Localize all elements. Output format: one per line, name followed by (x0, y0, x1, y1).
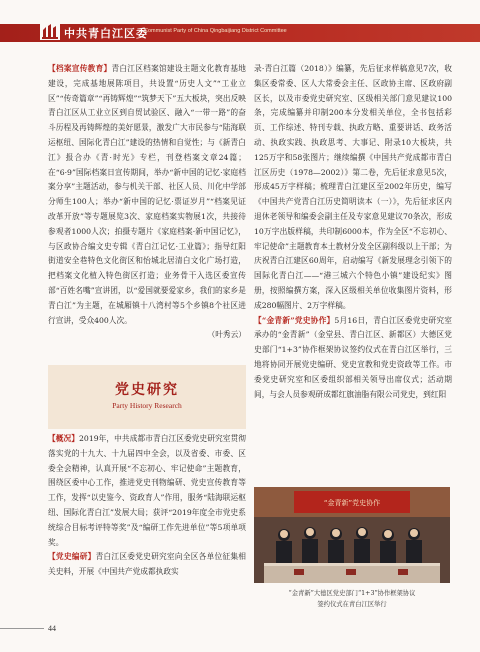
paragraph-body: 2019年，中共成都市青白江区委党史研究室贯彻落实党的十九大、十九届四中全会，以及省委、市委、区委全会精神，认真开展“不忘初心、牢记使命”主题教育，围绕区委中心工作，推进党史刊物编研、党史宣传教育等工作，发挥“以史鉴今、资政育人”作用，服务“陆海联运枢纽、国际化青白江”发展大局；获评“2019年度全市党史系统综合目标考评特等奖”及“编研工作先进单位”等5项单项奖。 (48, 434, 246, 547)
paragraph-body: 青白江区档案馆建设主题文化教育基地建设，完成基地展陈项目，共设置“历史人文”“工业立区”“传奇篇章”“再铸辉煌”“筑梦天下”五大板块，突出反映青白江区从工业立区到自贸试验区、融入“一带一路”的奋斗历程及再铸辉煌的美好愿景，激发广大市民参与“陆海联运枢纽、国际化青白江”建设的热情和自觉性；与《新青白江》报合办《青·时光》专栏，刊登档案文章24篇；在“6·9”国际档案日宣传期间，举办“新中国的记忆·家庭档案分享”主题活动，参与机关干部、社区人员、川化中学部分师生100人；举办“新中国的记忆·票证岁月”“档案见证改革开放”等专题展览3次、家庭档案实物展1次，共接待参观者1000人次；拍摄专题片《家庭档案·新中国记忆》，与区政协合编文史专辑《青白江记忆·工业篇》；指导红阳街道安全巷特色文化街区和怡城北居清白文化广场打造，把档案文化植入特色街区打造；业务骨干入选区委宣传部“百姓名嘴”宣讲团，以“爱国就要爱家乡，我们的家乡是青白江”为主题，在城厢镇十八湾村等5个乡镇8个社区进行宣讲，受众400人次。 (48, 64, 246, 325)
party-emblem-icon (40, 22, 60, 40)
paragraph-tag: 【概况】 (48, 434, 80, 443)
right-column (254, 62, 452, 402)
party-history-edit-paragraph (48, 550, 246, 580)
page-number: 44 (48, 624, 56, 633)
section-title: 党史研究 (115, 382, 179, 398)
paragraph-tag: 【“金青新”党史协作】 (254, 315, 335, 325)
paragraph-body: 青白江区委党史研究室向全区各单位征集相关史料，开展《中国共产党成都执政实 (48, 552, 246, 577)
paragraph-tag: 【档案宣传教育】 (48, 64, 112, 73)
signing-ceremony-photo (254, 487, 450, 583)
photo-caption (254, 588, 450, 610)
archive-promo-paragraph (48, 62, 246, 343)
footer-divider (0, 628, 44, 629)
photo-banner-text: “金青新”党史协作 (323, 499, 381, 507)
page-header (0, 0, 480, 44)
photo-illustration (254, 487, 450, 583)
paragraph-tag: 【党史编研】 (48, 552, 96, 562)
overview-paragraph (48, 432, 246, 550)
left-column (48, 62, 246, 343)
section-banner (48, 365, 246, 429)
caption-line-2: 签约仪式在青白江区举行 (317, 601, 387, 608)
paragraph-body: 5月16日，青白江区委党史研究室承办的“金青新”（金堂县、青白江区、新都区）大德区党史部门“1+3”协作框架协议签约仪式在青白江区举行，三地将协同开展党史编研、党史宣教和党史资政等工作。市委党史研究室和区委组织部相关领导出席仪式；活动期间，与会人员参观研成都红旗油脂有限公司党史，到红阳 (254, 315, 452, 399)
cooperation-paragraph (254, 314, 452, 403)
continued-paragraph (254, 62, 452, 314)
caption-line-1: “金青新”大德区党史部门“1+3”协作框架协议 (288, 590, 416, 597)
section-title-en: Party History Research (112, 401, 182, 410)
header-title: 中共青白江区委 (64, 27, 148, 40)
paragraph-body: 录·青白江篇（2018）》编纂，先后征求样稿意见7次，收集区委常委、区人大常委会主任、区政协主席、区政府副区长，以及市委党史研究室、区级相关部门意见建议100条，完成编纂并印制200本分发相关单位，全书包括彩页、工作综述、特刊专载、执政方略、重要讲话、政务活动、执政实践、执政思考、大事记、附录10大板块，共125万字和58张图片；继续编撰《中国共产党成都市青白江区历史（1978—2002）》第二卷，先后征求意见5次，形成45万字样稿；梳理青白江建区至2002年历史，编写《中国共产党青白江历史简明读本（一）》，先后征求区内退休老领导和编委会副主任及专家意见建议70条次，形成10万字出版样稿，共印制6000本，作为全区“不忘初心、牢记使命”主题教育本土教材分发全区副科级以上干部；为庆祝青白江建区60周年，启动编写《新发展理念引领下的国际化青白江——“港三城六个特色小镇”建设纪实》图册，按照编撰方案，深入区级相关单位收集图片资料，形成280幅图片、2万字样稿。 (254, 64, 452, 310)
header-subtitle: Communist Party of China Qingbaijiang District Committee (144, 28, 287, 34)
byline: （叶秀云） (207, 330, 246, 340)
left-column-lower (48, 432, 246, 580)
